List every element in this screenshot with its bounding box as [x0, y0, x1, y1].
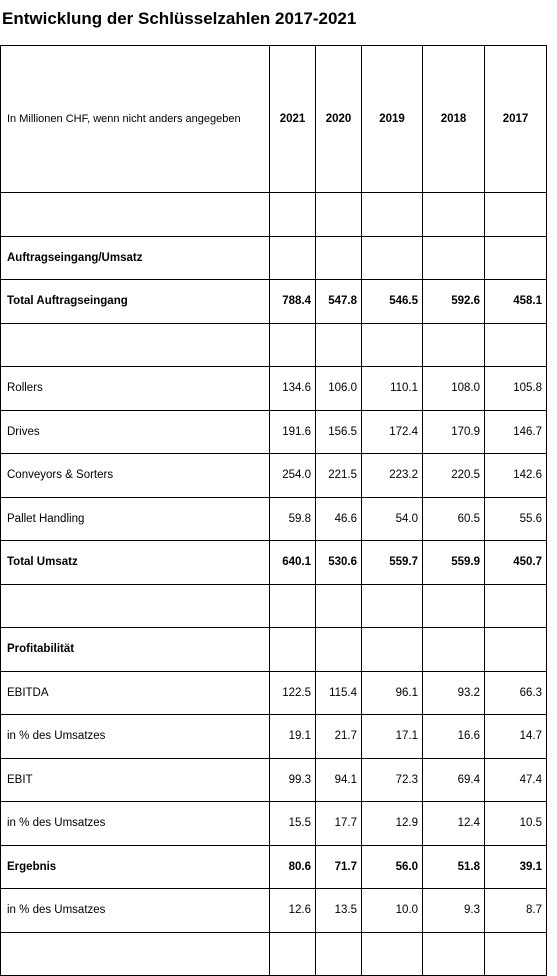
table-row: [1, 628, 547, 672]
value-cell: [423, 932, 485, 976]
value-cell: 788.4: [270, 280, 316, 324]
value-cell: 122.5: [270, 671, 316, 715]
year-header-2021: 2021: [270, 46, 316, 193]
value-cell: 16.6: [423, 715, 485, 759]
table-row: [1, 236, 547, 280]
value-cell: 106.0: [316, 367, 362, 411]
value-cell: 110.1: [362, 367, 423, 411]
row-label: Ergebnis: [1, 845, 270, 889]
value-cell: 96.1: [362, 671, 423, 715]
value-cell: [485, 193, 547, 237]
value-cell: [316, 628, 362, 672]
table-row: [1, 889, 547, 933]
table-row: [1, 454, 547, 498]
value-cell: 72.3: [362, 758, 423, 802]
value-cell: 17.1: [362, 715, 423, 759]
row-label: Rollers: [1, 367, 270, 411]
value-cell: 9.3: [423, 889, 485, 933]
value-cell: [270, 236, 316, 280]
value-cell: [362, 628, 423, 672]
value-cell: 108.0: [423, 367, 485, 411]
value-cell: [485, 584, 547, 628]
value-cell: [423, 584, 485, 628]
value-cell: 134.6: [270, 367, 316, 411]
value-cell: 146.7: [485, 410, 547, 454]
value-cell: 69.4: [423, 758, 485, 802]
row-label: Total Umsatz: [1, 541, 270, 585]
value-cell: 13.5: [316, 889, 362, 933]
value-cell: [362, 323, 423, 367]
year-header-2020: 2020: [316, 46, 362, 193]
table-row: [1, 193, 547, 237]
value-cell: 51.8: [423, 845, 485, 889]
table-row: [1, 497, 547, 541]
value-cell: [362, 932, 423, 976]
table-row: [1, 541, 547, 585]
value-cell: 223.2: [362, 454, 423, 498]
value-cell: 54.0: [362, 497, 423, 541]
value-cell: 559.9: [423, 541, 485, 585]
value-cell: [485, 628, 547, 672]
value-cell: 592.6: [423, 280, 485, 324]
value-cell: 12.9: [362, 802, 423, 846]
value-cell: 546.5: [362, 280, 423, 324]
row-label: Total Auftragseingang: [1, 280, 270, 324]
year-header-2017: 2017: [485, 46, 547, 193]
value-cell: 39.1: [485, 845, 547, 889]
value-cell: [485, 323, 547, 367]
row-label: Drives: [1, 410, 270, 454]
row-label: Pallet Handling: [1, 497, 270, 541]
unit-note: In Millionen CHF, wenn nicht anders angegeben: [1, 46, 270, 193]
table-body: [1, 46, 547, 976]
value-cell: [270, 323, 316, 367]
value-cell: [485, 932, 547, 976]
row-label: EBIT: [1, 758, 270, 802]
value-cell: 458.1: [485, 280, 547, 324]
table-row: [1, 323, 547, 367]
value-cell: 12.4: [423, 802, 485, 846]
value-cell: 99.3: [270, 758, 316, 802]
value-cell: 14.7: [485, 715, 547, 759]
row-label: in % des Umsatzes: [1, 889, 270, 933]
value-cell: 142.6: [485, 454, 547, 498]
row-label: [1, 584, 270, 628]
table-row: [1, 932, 547, 976]
value-cell: [316, 236, 362, 280]
value-cell: 10.0: [362, 889, 423, 933]
value-cell: 172.4: [362, 410, 423, 454]
value-cell: 640.1: [270, 541, 316, 585]
table-row: [1, 758, 547, 802]
value-cell: 170.9: [423, 410, 485, 454]
table-header-row: [1, 46, 547, 193]
table-row: [1, 410, 547, 454]
value-cell: 220.5: [423, 454, 485, 498]
row-label: [1, 323, 270, 367]
value-cell: 17.7: [316, 802, 362, 846]
row-label: Auftragseingang/Umsatz: [1, 236, 270, 280]
table-row: [1, 671, 547, 715]
value-cell: [485, 236, 547, 280]
value-cell: 105.8: [485, 367, 547, 411]
value-cell: 254.0: [270, 454, 316, 498]
value-cell: [362, 193, 423, 237]
row-label: [1, 193, 270, 237]
value-cell: 60.5: [423, 497, 485, 541]
table-row: [1, 715, 547, 759]
value-cell: [270, 584, 316, 628]
value-cell: [316, 193, 362, 237]
value-cell: 8.7: [485, 889, 547, 933]
value-cell: 80.6: [270, 845, 316, 889]
value-cell: 547.8: [316, 280, 362, 324]
value-cell: 156.5: [316, 410, 362, 454]
year-header-2019: 2019: [362, 46, 423, 193]
value-cell: 191.6: [270, 410, 316, 454]
value-cell: 59.8: [270, 497, 316, 541]
value-cell: 47.4: [485, 758, 547, 802]
table-row: [1, 845, 547, 889]
row-label: [1, 932, 270, 976]
value-cell: 559.7: [362, 541, 423, 585]
value-cell: [362, 584, 423, 628]
year-header-2018: 2018: [423, 46, 485, 193]
value-cell: 56.0: [362, 845, 423, 889]
row-label: Conveyors & Sorters: [1, 454, 270, 498]
value-cell: 10.5: [485, 802, 547, 846]
value-cell: 93.2: [423, 671, 485, 715]
row-label: Profitabilität: [1, 628, 270, 672]
value-cell: 46.6: [316, 497, 362, 541]
row-label: in % des Umsatzes: [1, 802, 270, 846]
value-cell: 66.3: [485, 671, 547, 715]
value-cell: 71.7: [316, 845, 362, 889]
value-cell: 12.6: [270, 889, 316, 933]
value-cell: [270, 628, 316, 672]
table-row: [1, 367, 547, 411]
value-cell: [423, 323, 485, 367]
value-cell: [316, 584, 362, 628]
row-label: in % des Umsatzes: [1, 715, 270, 759]
value-cell: 221.5: [316, 454, 362, 498]
row-label: EBITDA: [1, 671, 270, 715]
value-cell: [362, 236, 423, 280]
value-cell: [423, 193, 485, 237]
value-cell: 19.1: [270, 715, 316, 759]
key-figures-table: [0, 45, 547, 976]
page-title: Entwicklung der Schlüsselzahlen 2017-2021: [2, 9, 357, 28]
value-cell: [270, 193, 316, 237]
value-cell: 450.7: [485, 541, 547, 585]
value-cell: 530.6: [316, 541, 362, 585]
value-cell: 55.6: [485, 497, 547, 541]
value-cell: 115.4: [316, 671, 362, 715]
value-cell: [270, 932, 316, 976]
value-cell: 94.1: [316, 758, 362, 802]
table-row: [1, 584, 547, 628]
value-cell: 15.5: [270, 802, 316, 846]
value-cell: 21.7: [316, 715, 362, 759]
value-cell: [316, 932, 362, 976]
table-row: [1, 802, 547, 846]
value-cell: [316, 323, 362, 367]
table-row: [1, 280, 547, 324]
value-cell: [423, 628, 485, 672]
value-cell: [423, 236, 485, 280]
